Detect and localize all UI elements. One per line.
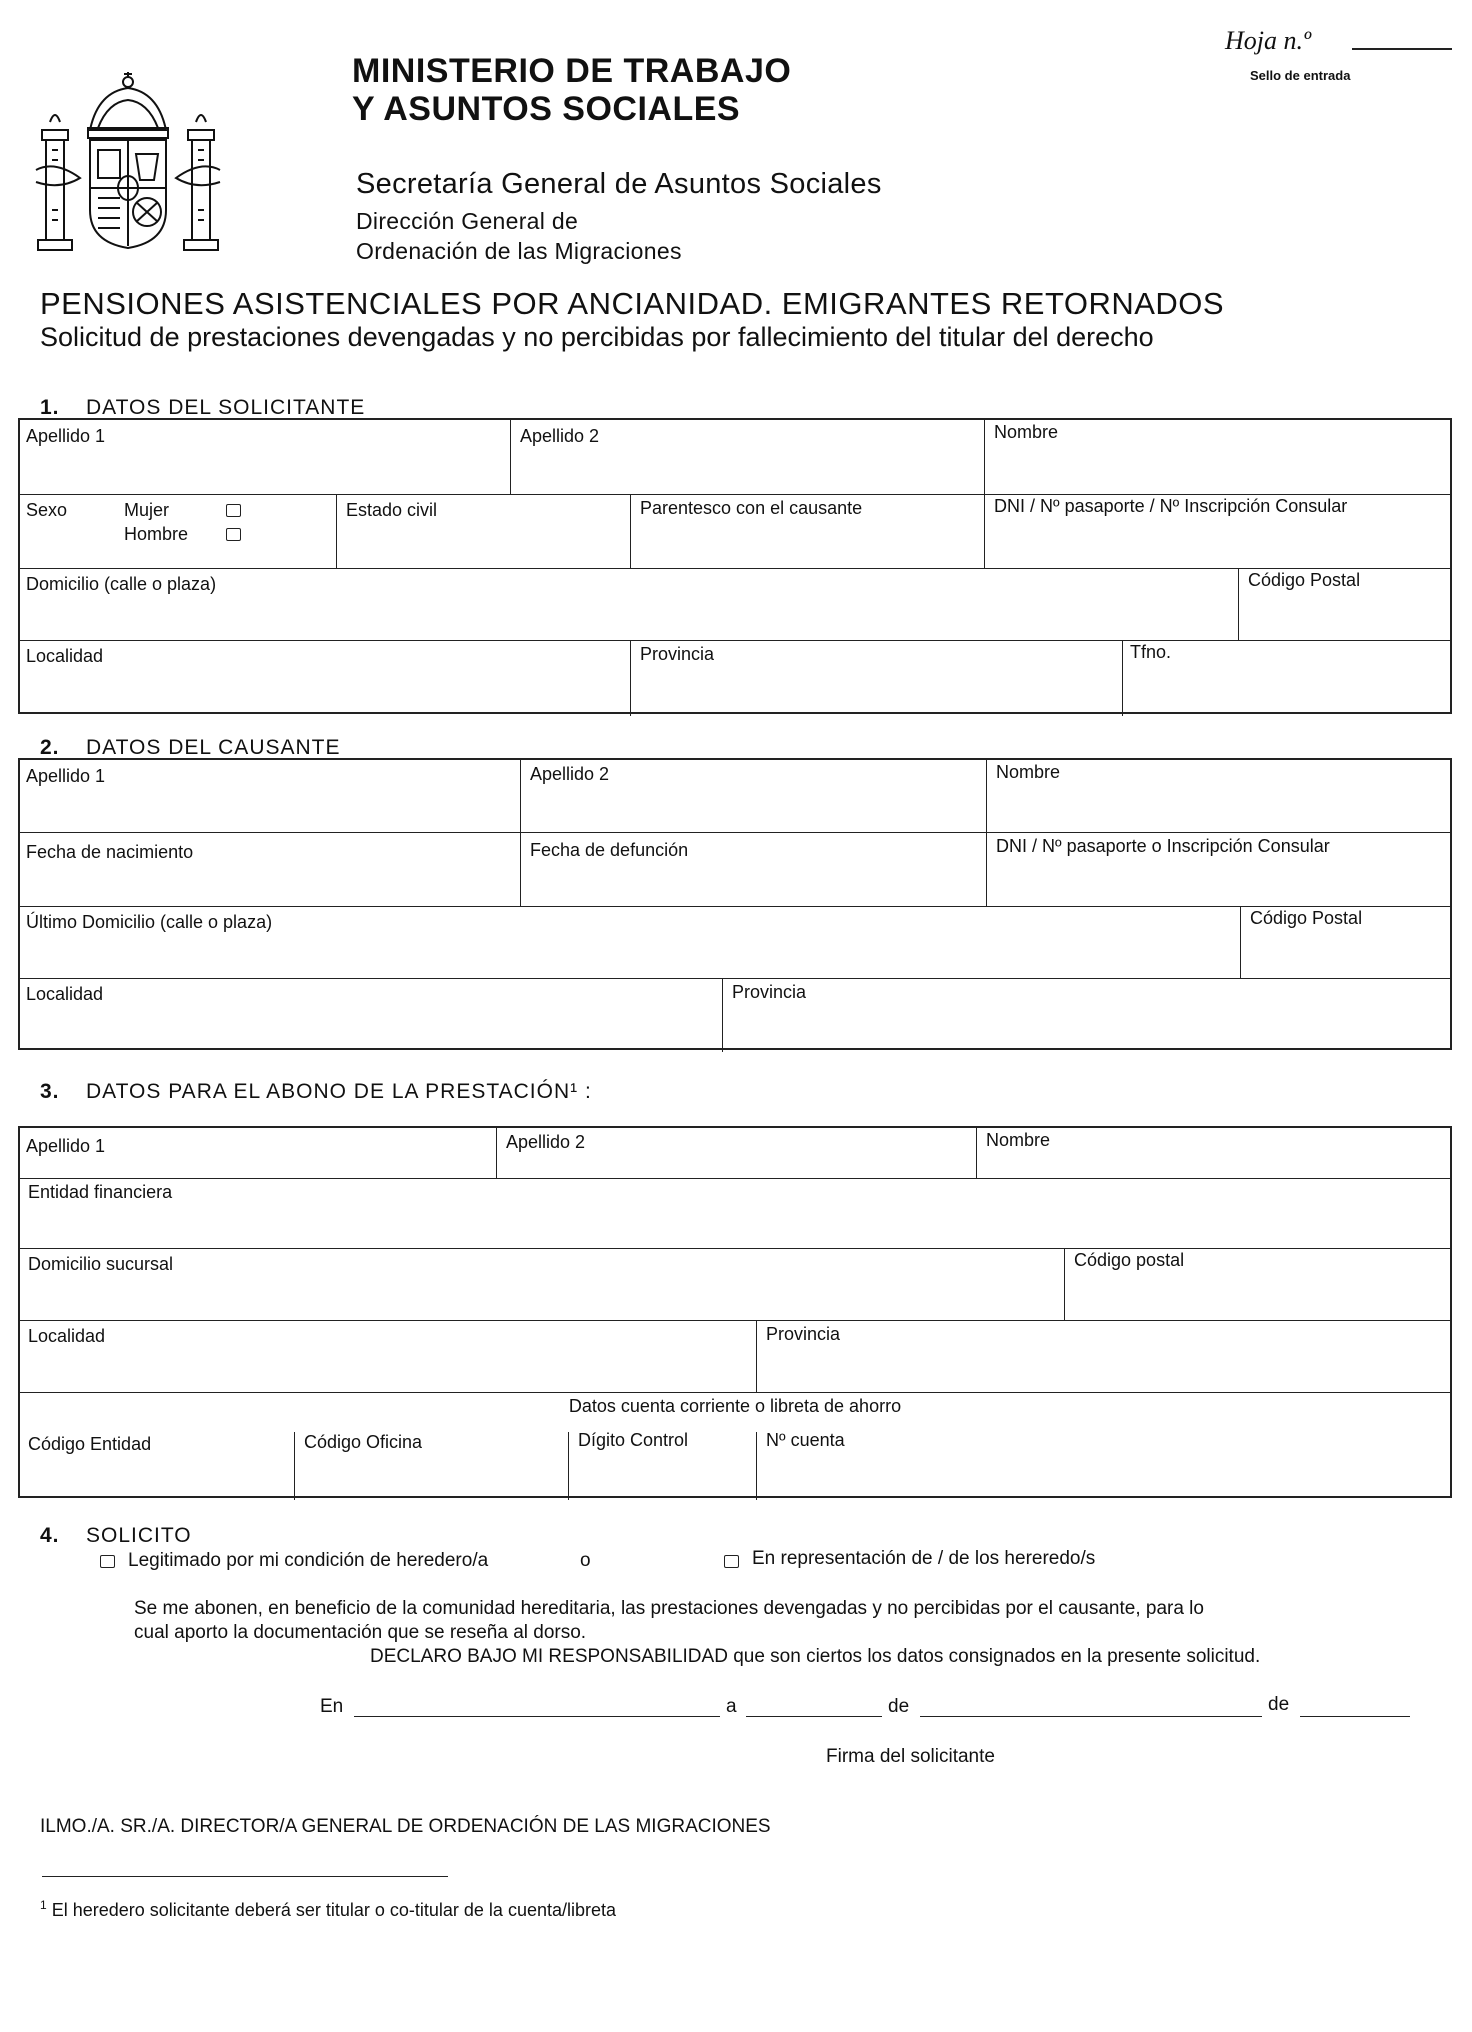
solicitante-parentesco-field[interactable] [630, 494, 984, 568]
field-label: Estado civil [346, 500, 438, 520]
heredero-option-label: Legitimado por mi condición de heredero/a [128, 1550, 489, 1571]
solicitante-domicilio-field[interactable] [20, 568, 1238, 640]
section-2-number: 2. [40, 736, 60, 759]
a-label: a [726, 1696, 737, 1717]
direccion-line-1: Dirección General de [356, 208, 579, 234]
hombre-checkbox[interactable] [226, 528, 241, 541]
numero-cuenta-field[interactable] [756, 1424, 1450, 1500]
field-label: Domicilio (calle o plaza) [26, 574, 217, 594]
mujer-label: Mujer [124, 500, 170, 520]
field-label: Provincia [640, 644, 715, 664]
causante-codigo-postal-field[interactable] [1240, 906, 1450, 978]
solicitud-paragraph-line-1: Se me abonen, en beneficio de la comunidad hereditaria, las prestaciones devengadas y no percibidas por el causante, para lo [134, 1598, 1204, 1619]
field-label: Apellido 1 [26, 1136, 106, 1156]
lugar-field[interactable] [354, 1716, 720, 1717]
section-1-number: 1. [40, 396, 60, 419]
field-label: DNI / Nº pasaporte / Nº Inscripción Consular [994, 496, 1348, 516]
causante-localidad-field[interactable] [20, 978, 722, 1052]
field-label: Nombre [994, 422, 1059, 442]
form-subtitle: Solicitud de prestaciones devengadas y no percibidas por fallecimiento del titular del derecho [40, 322, 1154, 352]
footnote-mark: 1 [40, 1898, 47, 1912]
field-label: Entidad financiera [28, 1182, 173, 1202]
footnote [40, 1898, 616, 1921]
section-1-heading [40, 396, 365, 420]
form-title: PENSIONES ASISTENCIALES POR ANCIANIDAD. EMIGRANTES RETORNADOS [40, 286, 1225, 321]
causante-fecha-nacimiento-field[interactable] [20, 832, 520, 906]
destinatario: ILMO./A. SR./A. DIRECTOR/A GENERAL DE ORDENACIÓN DE LAS MIGRACIONES [40, 1816, 771, 1837]
de-label-2: de [1268, 1694, 1290, 1715]
field-label: Dígito Control [578, 1430, 689, 1450]
section-3-title: DATOS PARA EL ABONO DE LA PRESTACIÓN¹ : [86, 1080, 592, 1103]
declaracion-text: DECLARO BAJO MI RESPONSABILIDAD que son ciertos los datos consignados en la presente solicitud. [370, 1646, 1261, 1667]
heredero-checkbox[interactable] [100, 1555, 115, 1568]
section-4-title: SOLICITO [86, 1524, 192, 1547]
causante-provincia-field[interactable] [722, 978, 1450, 1052]
field-label: Código Entidad [28, 1434, 152, 1454]
solicitante-nombre-field[interactable] [984, 420, 1450, 494]
causante-apellido1-field[interactable] [20, 760, 520, 832]
hoja-label: Hoja n.º [1225, 26, 1312, 55]
field-label: Último Domicilio (calle o plaza) [26, 912, 273, 932]
solicitante-localidad-field[interactable] [20, 640, 630, 716]
field-label: Sexo [26, 500, 68, 520]
mes-field[interactable] [920, 1716, 1262, 1717]
field-label: Provincia [732, 982, 807, 1002]
coat-of-arms-logo [28, 70, 228, 260]
field-label: Domicilio sucursal [28, 1254, 174, 1274]
field-label: Apellido 1 [26, 426, 106, 446]
field-label: Apellido 2 [530, 764, 610, 784]
footnote-text: El heredero solicitante deberá ser titular o co-titular de la cuenta/libreta [51, 1900, 617, 1920]
field-label: Nº cuenta [766, 1430, 845, 1450]
abono-apellido2-field[interactable] [496, 1128, 976, 1178]
sello-label: Sello de entrada [1250, 68, 1351, 83]
de-label-1: de [888, 1696, 910, 1717]
domicilio-sucursal-field[interactable] [20, 1248, 1064, 1320]
hoja-number-field[interactable] [1352, 48, 1452, 50]
field-label: Código Postal [1250, 908, 1363, 928]
solicitante-telefono-field[interactable] [1122, 640, 1450, 716]
field-label: Apellido 2 [520, 426, 600, 446]
entidad-financiera-field[interactable] [20, 1178, 1450, 1248]
field-label: Nombre [996, 762, 1061, 782]
codigo-oficina-field[interactable] [294, 1424, 568, 1500]
causante-ultimo-domicilio-field[interactable] [20, 906, 1240, 978]
abono-apellido1-field[interactable] [20, 1128, 496, 1178]
o-conjunction: o [580, 1550, 591, 1571]
ministry-line-1: MINISTERIO DE TRABAJO [352, 52, 792, 90]
field-label: Tfno. [1130, 642, 1172, 662]
field-label: Código Oficina [304, 1432, 423, 1452]
section-4-heading [40, 1524, 192, 1548]
anio-field[interactable] [1300, 1716, 1410, 1717]
field-label: Apellido 2 [506, 1132, 586, 1152]
section-2-box [18, 758, 1452, 1050]
field-label: Parentesco con el causante [640, 498, 863, 518]
solicitante-codigo-postal-field[interactable] [1238, 568, 1450, 640]
section-3-heading [40, 1080, 592, 1104]
solicitud-paragraph-line-2: cual aporto la documentación que se reseña al dorso. [134, 1622, 587, 1643]
abono-codigo-postal-field[interactable] [1064, 1248, 1450, 1320]
field-label: Fecha de nacimiento [26, 842, 194, 862]
field-label: Fecha de defunción [530, 840, 689, 860]
solicitante-estado-civil-field[interactable] [336, 494, 630, 568]
field-label: Provincia [766, 1324, 841, 1344]
solicitante-provincia-field[interactable] [630, 640, 1122, 716]
representacion-checkbox[interactable] [724, 1555, 739, 1568]
direccion-line-2: Ordenación de las Migraciones [356, 238, 682, 264]
abono-provincia-field[interactable] [756, 1320, 1450, 1392]
abono-nombre-field[interactable] [976, 1128, 1450, 1178]
codigo-entidad-field[interactable] [20, 1424, 294, 1500]
cuenta-header: Datos cuenta corriente o libreta de ahorro [568, 1396, 902, 1416]
causante-apellido2-field[interactable] [520, 760, 986, 832]
field-label: Nombre [986, 1130, 1051, 1150]
field-label: Localidad [26, 646, 104, 666]
direccion-name [356, 206, 682, 266]
abono-localidad-field[interactable] [20, 1320, 756, 1392]
section-1-title: DATOS DEL SOLICITANTE [86, 396, 366, 419]
section-3-number: 3. [40, 1080, 60, 1103]
section-2-title: DATOS DEL CAUSANTE [86, 736, 341, 759]
ministry-line-2: Y ASUNTOS SOCIALES [352, 90, 741, 128]
field-label: Localidad [28, 1326, 106, 1346]
ministry-name [352, 52, 791, 128]
digito-control-field[interactable] [568, 1424, 756, 1500]
field-label: Apellido 1 [26, 766, 106, 786]
field-label: DNI / Nº pasaporte o Inscripción Consular [996, 836, 1330, 856]
solicitante-dni-field[interactable] [984, 494, 1450, 568]
section-1-box [18, 418, 1452, 714]
causante-fecha-defuncion-field[interactable] [520, 832, 986, 906]
representacion-option-label: En representación de / de los hereredo/s [752, 1548, 1096, 1569]
secretaria-name: Secretaría General de Asuntos Sociales [356, 168, 882, 200]
section-2-heading [40, 736, 341, 760]
causante-dni-field[interactable] [986, 832, 1450, 906]
solicitante-apellido2-field[interactable] [510, 420, 984, 494]
solicitante-apellido1-field[interactable] [20, 420, 510, 494]
hombre-label: Hombre [124, 524, 189, 544]
solicitante-sexo-field [20, 494, 336, 568]
divider [20, 1392, 1450, 1393]
field-label: Código postal [1074, 1250, 1185, 1270]
section-3-box [18, 1126, 1452, 1498]
mujer-checkbox[interactable] [226, 504, 241, 517]
dia-field[interactable] [746, 1716, 882, 1717]
en-label: En [320, 1696, 344, 1717]
section-4-number: 4. [40, 1524, 60, 1547]
field-label: Localidad [26, 984, 104, 1004]
firma-label: Firma del solicitante [826, 1746, 995, 1767]
causante-nombre-field[interactable] [986, 760, 1450, 832]
footnote-separator [42, 1876, 448, 1877]
field-label: Código Postal [1248, 570, 1361, 590]
